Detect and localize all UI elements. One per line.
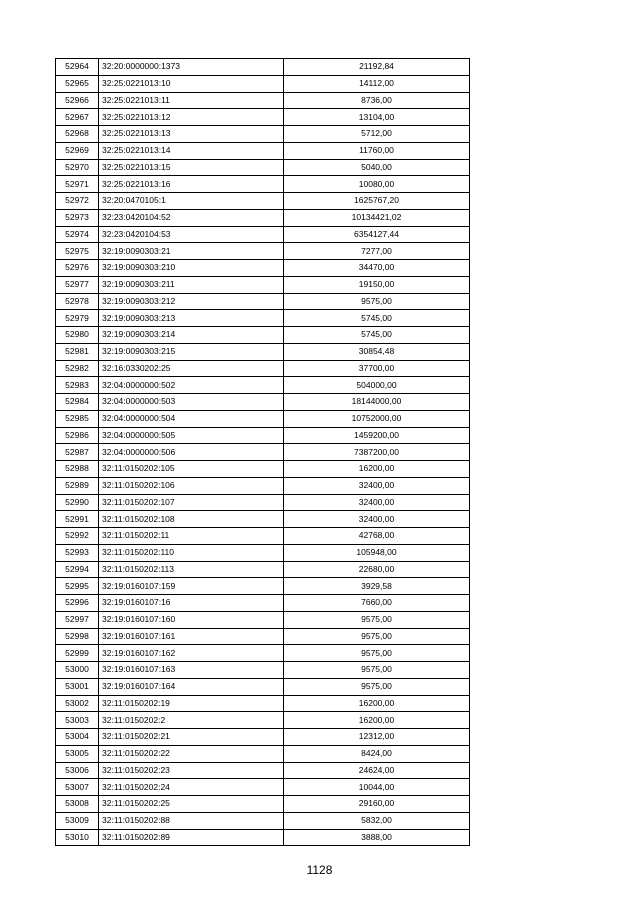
table-row — [56, 578, 470, 595]
row-number-cell: 52981 — [56, 343, 99, 360]
row-number-cell: 52998 — [56, 628, 99, 645]
row-number-cell: 52994 — [56, 561, 99, 578]
cadastral-value-cell: 22680,00 — [284, 561, 470, 578]
row-number-cell: 52971 — [56, 176, 99, 193]
cadastral-number-cell: 32:11:0150202:25 — [99, 796, 284, 813]
row-number-cell: 52978 — [56, 293, 99, 310]
cadastral-number-cell: 32:19:0160107:161 — [99, 628, 284, 645]
row-number-cell: 52986 — [56, 427, 99, 444]
table-row — [56, 779, 470, 796]
cadastral-number-cell: 32:11:0150202:23 — [99, 762, 284, 779]
cadastral-number-cell: 32:04:0000000:505 — [99, 427, 284, 444]
row-number-cell: 52964 — [56, 59, 99, 76]
row-number-cell: 52993 — [56, 544, 99, 561]
cadastral-value-cell: 16200,00 — [284, 461, 470, 478]
cadastral-number-cell: 32:19:0160107:160 — [99, 611, 284, 628]
cadastral-value-cell: 14112,00 — [284, 75, 470, 92]
row-number-cell: 52980 — [56, 327, 99, 344]
row-number-cell: 53000 — [56, 662, 99, 679]
cadastral-number-cell: 32:25:0221013:11 — [99, 92, 284, 109]
cadastral-value-cell: 10752000,00 — [284, 410, 470, 427]
cadastral-value-cell: 21192,84 — [284, 59, 470, 76]
cadastral-number-cell: 32:11:0150202:108 — [99, 511, 284, 528]
cadastral-value-cell: 16200,00 — [284, 695, 470, 712]
table-body — [56, 59, 470, 846]
table-row — [56, 595, 470, 612]
table-row — [56, 544, 470, 561]
cadastral-value-cell: 9575,00 — [284, 645, 470, 662]
row-number-cell: 52990 — [56, 494, 99, 511]
cadastral-number-cell: 32:04:0000000:504 — [99, 410, 284, 427]
table-row — [56, 662, 470, 679]
table-row — [56, 226, 470, 243]
cadastral-value-cell: 13104,00 — [284, 109, 470, 126]
cadastral-value-cell: 42768,00 — [284, 528, 470, 545]
cadastral-value-table — [55, 58, 470, 846]
cadastral-value-cell: 9575,00 — [284, 611, 470, 628]
table-row — [56, 461, 470, 478]
cadastral-number-cell: 32:11:0150202:24 — [99, 779, 284, 796]
table-row — [56, 243, 470, 260]
cadastral-number-cell: 32:19:0090303:211 — [99, 276, 284, 293]
table-row — [56, 360, 470, 377]
row-number-cell: 52969 — [56, 142, 99, 159]
cadastral-value-cell: 37700,00 — [284, 360, 470, 377]
cadastral-value-cell: 5040,00 — [284, 159, 470, 176]
table-row — [56, 142, 470, 159]
cadastral-value-cell: 24624,00 — [284, 762, 470, 779]
cadastral-value-cell: 5745,00 — [284, 310, 470, 327]
row-number-cell: 53009 — [56, 812, 99, 829]
row-number-cell: 52999 — [56, 645, 99, 662]
row-number-cell: 52966 — [56, 92, 99, 109]
row-number-cell: 52985 — [56, 410, 99, 427]
table-row — [56, 310, 470, 327]
cadastral-number-cell: 32:25:0221013:10 — [99, 75, 284, 92]
row-number-cell: 52976 — [56, 260, 99, 277]
row-number-cell: 53006 — [56, 762, 99, 779]
cadastral-number-cell: 32:19:0090303:21 — [99, 243, 284, 260]
table-row — [56, 678, 470, 695]
table-row — [56, 611, 470, 628]
cadastral-value-cell: 18144000,00 — [284, 394, 470, 411]
cadastral-number-cell: 32:11:0150202:105 — [99, 461, 284, 478]
cadastral-value-cell: 7660,00 — [284, 595, 470, 612]
row-number-cell: 52974 — [56, 226, 99, 243]
cadastral-number-cell: 32:19:0160107:163 — [99, 662, 284, 679]
cadastral-number-cell: 32:25:0221013:14 — [99, 142, 284, 159]
table-row — [56, 745, 470, 762]
cadastral-number-cell: 32:19:0090303:213 — [99, 310, 284, 327]
row-number-cell: 52970 — [56, 159, 99, 176]
cadastral-number-cell: 32:04:0000000:503 — [99, 394, 284, 411]
cadastral-number-cell: 32:11:0150202:21 — [99, 729, 284, 746]
table-row — [56, 343, 470, 360]
row-number-cell: 53008 — [56, 796, 99, 813]
cadastral-number-cell: 32:19:0160107:159 — [99, 578, 284, 595]
row-number-cell: 53010 — [56, 829, 99, 846]
cadastral-number-cell: 32:20:0470105:1 — [99, 193, 284, 210]
row-number-cell: 52989 — [56, 477, 99, 494]
cadastral-number-cell: 32:11:0150202:88 — [99, 812, 284, 829]
cadastral-value-cell: 9575,00 — [284, 628, 470, 645]
table-row — [56, 444, 470, 461]
table-row — [56, 628, 470, 645]
table-row — [56, 729, 470, 746]
cadastral-value-cell: 10080,00 — [284, 176, 470, 193]
row-number-cell: 53004 — [56, 729, 99, 746]
table-row — [56, 528, 470, 545]
table-row — [56, 59, 470, 76]
cadastral-number-cell: 32:11:0150202:19 — [99, 695, 284, 712]
cadastral-number-cell: 32:11:0150202:11 — [99, 528, 284, 545]
table-row — [56, 109, 470, 126]
table-row — [56, 377, 470, 394]
row-number-cell: 52995 — [56, 578, 99, 595]
cadastral-number-cell: 32:25:0221013:16 — [99, 176, 284, 193]
cadastral-value-cell: 6354127,44 — [284, 226, 470, 243]
row-number-cell: 52991 — [56, 511, 99, 528]
table-row — [56, 327, 470, 344]
cadastral-value-cell: 1625767,20 — [284, 193, 470, 210]
cadastral-number-cell: 32:23:0420104:52 — [99, 209, 284, 226]
row-number-cell: 53005 — [56, 745, 99, 762]
cadastral-value-cell: 12312,00 — [284, 729, 470, 746]
cadastral-number-cell: 32:11:0150202:107 — [99, 494, 284, 511]
table-row — [56, 796, 470, 813]
cadastral-value-cell: 9575,00 — [284, 678, 470, 695]
cadastral-value-cell: 9575,00 — [284, 662, 470, 679]
cadastral-value-cell: 30854,48 — [284, 343, 470, 360]
cadastral-number-cell: 32:25:0221013:15 — [99, 159, 284, 176]
cadastral-value-cell: 3929,58 — [284, 578, 470, 595]
cadastral-value-cell: 8424,00 — [284, 745, 470, 762]
row-number-cell: 52965 — [56, 75, 99, 92]
cadastral-value-cell: 7387200,00 — [284, 444, 470, 461]
table-row — [56, 695, 470, 712]
table-row — [56, 410, 470, 427]
cadastral-number-cell: 32:19:0090303:214 — [99, 327, 284, 344]
cadastral-number-cell: 32:20:0000000:1373 — [99, 59, 284, 76]
table-row — [56, 126, 470, 143]
table-row — [56, 712, 470, 729]
cadastral-number-cell: 32:11:0150202:2 — [99, 712, 284, 729]
table-row — [56, 75, 470, 92]
cadastral-value-cell: 504000,00 — [284, 377, 470, 394]
cadastral-value-cell: 8736,00 — [284, 92, 470, 109]
cadastral-value-cell: 5832,00 — [284, 812, 470, 829]
cadastral-number-cell: 32:11:0150202:22 — [99, 745, 284, 762]
table-row — [56, 276, 470, 293]
cadastral-value-cell: 3888,00 — [284, 829, 470, 846]
row-number-cell: 53003 — [56, 712, 99, 729]
cadastral-value-cell: 16200,00 — [284, 712, 470, 729]
cadastral-value-cell: 29160,00 — [284, 796, 470, 813]
row-number-cell: 52973 — [56, 209, 99, 226]
cadastral-number-cell: 32:11:0150202:106 — [99, 477, 284, 494]
row-number-cell: 52983 — [56, 377, 99, 394]
cadastral-value-cell: 32400,00 — [284, 494, 470, 511]
cadastral-value-cell: 19150,00 — [284, 276, 470, 293]
cadastral-value-cell: 1459200,00 — [284, 427, 470, 444]
cadastral-number-cell: 32:04:0000000:506 — [99, 444, 284, 461]
row-number-cell: 53002 — [56, 695, 99, 712]
cadastral-value-cell: 32400,00 — [284, 477, 470, 494]
table-row — [56, 159, 470, 176]
cadastral-number-cell: 32:19:0160107:162 — [99, 645, 284, 662]
cadastral-value-cell: 10044,00 — [284, 779, 470, 796]
table-row — [56, 193, 470, 210]
table-row — [56, 394, 470, 411]
cadastral-number-cell: 32:19:0160107:164 — [99, 678, 284, 695]
row-number-cell: 52975 — [56, 243, 99, 260]
cadastral-value-cell: 7277,00 — [284, 243, 470, 260]
cadastral-number-cell: 32:25:0221013:13 — [99, 126, 284, 143]
row-number-cell: 52988 — [56, 461, 99, 478]
cadastral-number-cell: 32:11:0150202:89 — [99, 829, 284, 846]
row-number-cell: 52972 — [56, 193, 99, 210]
cadastral-value-cell: 10134421,02 — [284, 209, 470, 226]
row-number-cell: 52997 — [56, 611, 99, 628]
row-number-cell: 52984 — [56, 394, 99, 411]
cadastral-number-cell: 32:11:0150202:113 — [99, 561, 284, 578]
table-row — [56, 511, 470, 528]
table-row — [56, 477, 470, 494]
row-number-cell: 53001 — [56, 678, 99, 695]
row-number-cell: 52982 — [56, 360, 99, 377]
cadastral-number-cell: 32:16:0330202:25 — [99, 360, 284, 377]
table-row — [56, 829, 470, 846]
cadastral-value-cell: 9575,00 — [284, 293, 470, 310]
table-row — [56, 762, 470, 779]
table-row — [56, 209, 470, 226]
row-number-cell: 52968 — [56, 126, 99, 143]
cadastral-number-cell: 32:23:0420104:53 — [99, 226, 284, 243]
cadastral-number-cell: 32:19:0160107:16 — [99, 595, 284, 612]
table-row — [56, 427, 470, 444]
row-number-cell: 52979 — [56, 310, 99, 327]
row-number-cell: 52992 — [56, 528, 99, 545]
cadastral-number-cell: 32:19:0090303:210 — [99, 260, 284, 277]
cadastral-value-cell: 34470,00 — [284, 260, 470, 277]
table-row — [56, 812, 470, 829]
cadastral-value-cell: 5745,00 — [284, 327, 470, 344]
table-row — [56, 645, 470, 662]
cadastral-value-cell: 32400,00 — [284, 511, 470, 528]
cadastral-number-cell: 32:19:0090303:212 — [99, 293, 284, 310]
table-row — [56, 293, 470, 310]
row-number-cell: 52967 — [56, 109, 99, 126]
cadastral-number-cell: 32:11:0150202:110 — [99, 544, 284, 561]
page-number: 1128 — [306, 863, 333, 877]
table-row — [56, 561, 470, 578]
cadastral-number-cell: 32:19:0090303:215 — [99, 343, 284, 360]
row-number-cell: 52996 — [56, 595, 99, 612]
row-number-cell: 52987 — [56, 444, 99, 461]
table-row — [56, 176, 470, 193]
cadastral-value-cell: 5712,00 — [284, 126, 470, 143]
cadastral-value-cell: 11760,00 — [284, 142, 470, 159]
cadastral-number-cell: 32:25:0221013:12 — [99, 109, 284, 126]
table-row — [56, 92, 470, 109]
row-number-cell: 52977 — [56, 276, 99, 293]
cadastral-number-cell: 32:04:0000000:502 — [99, 377, 284, 394]
table-row — [56, 494, 470, 511]
table-row — [56, 260, 470, 277]
row-number-cell: 53007 — [56, 779, 99, 796]
cadastral-value-cell: 105948,00 — [284, 544, 470, 561]
